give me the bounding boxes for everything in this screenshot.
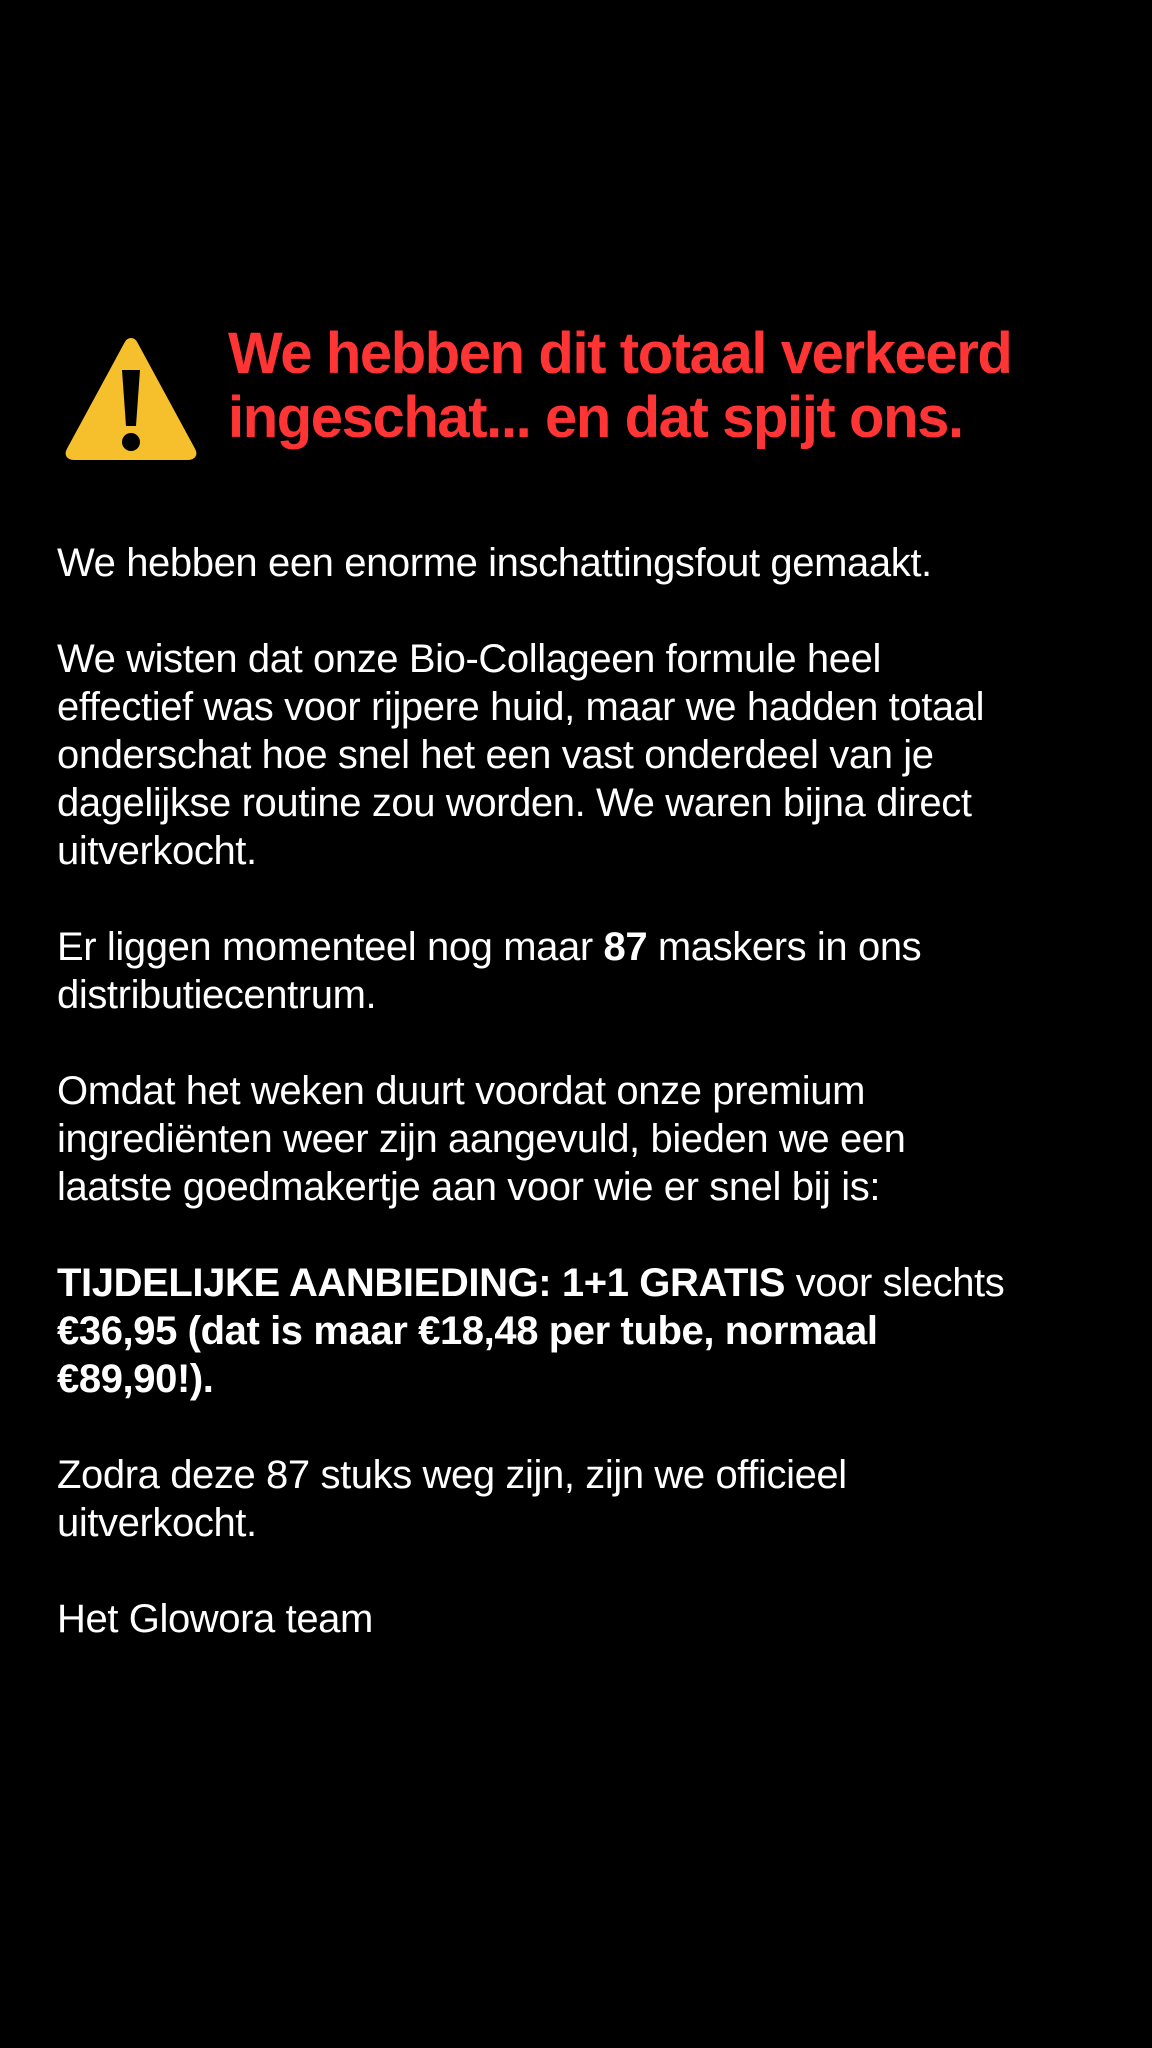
restock-line-1: Omdat het weken duurt voordat onze premium	[57, 1069, 866, 1113]
paragraph-explanation	[57, 635, 1107, 875]
stock-text-after: maskers in ons	[647, 925, 922, 969]
explanation-line-2: effectief was voor rijpere huid, maar we hadden totaal	[57, 685, 985, 729]
headline-line-1: We hebben dit totaal verkeerd	[228, 321, 1012, 386]
explanation-line-4: dagelijkse routine zou worden. We waren bijna direct	[57, 781, 972, 825]
paragraph-intro	[57, 539, 1107, 587]
explanation-line-5: uitverkocht.	[57, 829, 257, 873]
signoff-text: Het Glowora team	[57, 1597, 373, 1641]
stock-count: 87	[603, 925, 648, 969]
alert-header	[58, 322, 1098, 468]
paragraph-stock	[57, 923, 1107, 1019]
explanation-line-3: onderschat hoe snel het een vast onderdeel van je	[57, 733, 934, 777]
paragraph-sellout	[57, 1451, 1107, 1547]
headline-line-2: ingeschat... en dat spijt ons.	[228, 385, 963, 450]
offer-label: TIJDELIJKE AANBIEDING: 1+1 GRATIS	[57, 1261, 786, 1305]
offer-mid-text: voor slechts	[785, 1261, 1005, 1305]
headline	[228, 322, 1011, 450]
explanation-line-1: We wisten dat onze Bio-Collageen formule heel	[57, 637, 881, 681]
stock-line-2: distributiecentrum.	[57, 973, 377, 1017]
stock-line-1	[57, 923, 1107, 971]
sellout-line-2: uitverkocht.	[57, 1501, 257, 1545]
restock-line-2: ingrediënten weer zijn aangevuld, bieden we een	[57, 1117, 906, 1161]
intro-text: We hebben een enorme inschattingsfout gemaakt.	[57, 541, 932, 585]
sellout-line-1: Zodra deze 87 stuks weg zijn, zijn we officieel	[57, 1453, 847, 1497]
letter-body	[57, 539, 1107, 1691]
stock-text-before: Er liggen momenteel nog maar	[57, 925, 604, 969]
paragraph-offer	[57, 1259, 1107, 1403]
restock-line-3: laatste goedmakertje aan voor wie er snel bij is:	[57, 1165, 881, 1209]
offer-price-line: €36,95 (dat is maar €18,48 per tube, normaal	[57, 1309, 878, 1353]
offer-price-line-2: €89,90!).	[57, 1357, 214, 1401]
paragraph-signoff	[57, 1595, 1107, 1643]
warning-triangle-icon	[58, 330, 204, 468]
offer-line-1	[57, 1259, 1107, 1307]
paragraph-restock	[57, 1067, 1107, 1211]
